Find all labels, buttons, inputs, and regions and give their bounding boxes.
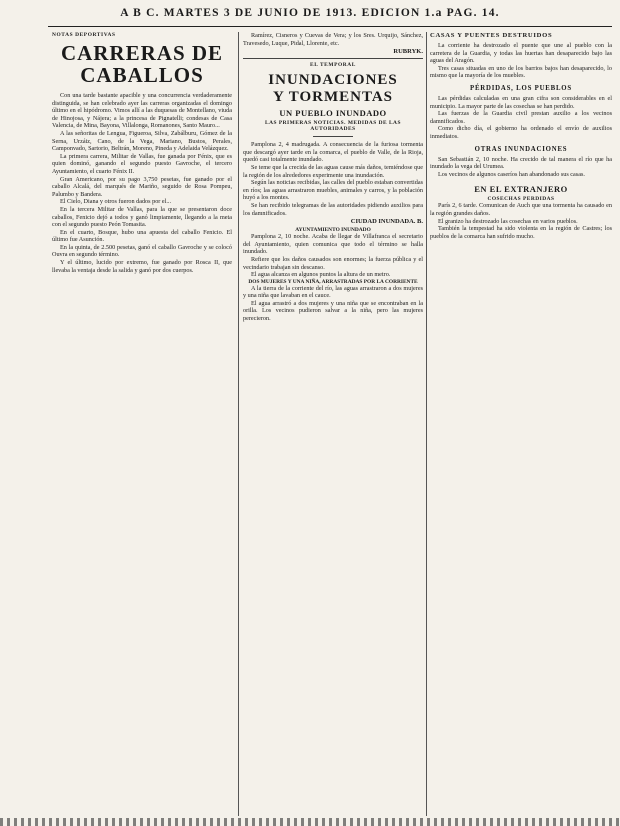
paragraph: San Sebastián 2, 10 noche. Ha crecido de tal manera el río que ha inundado la vega del Urumea. bbox=[430, 155, 612, 171]
column-divider bbox=[238, 32, 239, 816]
section-heading: AYUNTAMIENTO INUNDADO bbox=[295, 227, 371, 234]
short-rule bbox=[313, 136, 353, 137]
paragraph: Con una tarde bastante apacible y una concurrencia verdaderamente distinguida, se han celebrado ayer las carreras organizadas el domingo último en el hipódromo. Vimos allí a las duquesas de Montellano, viuda de Hinojosa, y Nájera; a la princesa de Pignatelli; condesas de Casa Valencia, de Mina, Bayona, Villalonga, Romanones, Santo Mauro... bbox=[52, 92, 232, 130]
paragraph: Los vecinos de algunos caseríos han abandonado sus casas. bbox=[438, 170, 585, 178]
section-heading: DOS MUJERES Y UNA NIÑA, ARRASTRADAS POR LA CORRIENTE bbox=[248, 278, 418, 285]
section-heading: PÉRDIDAS, LOS PUEBLOS bbox=[470, 84, 572, 92]
section-heading: CASAS Y PUENTES DESTRUIDOS bbox=[430, 32, 553, 39]
headline-carreras: CARRERAS DE CABALLOS bbox=[60, 41, 224, 87]
deck: LAS PRIMERAS NOTICIAS. MEDIDAS DE LAS AUTORIDADES bbox=[265, 120, 401, 133]
column-1 bbox=[52, 32, 232, 816]
paragraph: Según las noticias recibidas, las calles del pueblo estaban convertidas en ríos; las aguas arrastraron muebles, animales y carros, y la población huyó a los montes. bbox=[243, 179, 423, 202]
section-heading: OTRAS INUNDACIONES bbox=[474, 145, 568, 153]
paragraph: El granizo ha destrozado las cosechas en varios pueblos. bbox=[438, 217, 578, 225]
paragraph: A las señoritas de Lengua, Figueroa, Silva, Zabálburu, Gómez de la Serna, Urzáiz, Cano, de la Vega, Mariano, Bustos, Perales, Camponvado, Sartorio, Beltrán, Moreno, Pineda y Adelaida Velázquez. bbox=[52, 129, 232, 153]
paragraph: Se teme que la crecida de las aguas cause más daños, temiéndose que la región de los alrededores experimente una inundación. bbox=[243, 163, 423, 179]
paragraph: Gran Americano, por su pago 3,750 pesetas, fue ganado por el caballo Alcalá, del marqués de Mariño, seguido de Rosa Pompeu, Palumbo y Bandera. bbox=[52, 175, 232, 198]
paragraph: También la tempestad ha sido violenta en la región de Castres; los pueblos de la comarca han sufrido mucho. bbox=[430, 225, 612, 240]
paragraph: Refiere que los daños causados son enormes; la fuerza pública y el vecindario trabajan sin descanso. bbox=[243, 255, 423, 271]
paragraph: Como dicho día, el gobierno ha ordenado el envío de auxilios inmediatos. bbox=[430, 125, 612, 140]
bottom-edge bbox=[0, 818, 620, 826]
subheadline: UN PUEBLO INUNDADO bbox=[279, 108, 387, 119]
paragraph: En la quinta, de 2.500 pesetas, ganó el caballo Gavroche y se colocó Ouvra en segundo término. bbox=[52, 243, 232, 259]
paragraph: Se han recibido telegramas de las autoridades pidiendo auxilios para los damnificados. bbox=[243, 201, 423, 217]
paragraph: En la tercera Militar de Vallas, para la que se presentaron doce caballos, Fenicio dejó a todos y ganó limpiamente, llegando a la meta con el segundo puesto Peón Tomasita. bbox=[52, 205, 232, 229]
paragraph: El agua arrastró a dos mujeres y una niña que se encontraban en la orilla. Los vecinos pudieron salvar a la niña, pero las mujeres perecieron. bbox=[243, 299, 423, 323]
paragraph: En el cuarto, Bosque, hubo una apuesta del caballo Fenicio. El último fue Asunción. bbox=[52, 228, 232, 244]
header-rule bbox=[48, 26, 612, 27]
paragraph: Ramírez, Cisneros y Cuevas de Vera; y los Sres. Urquijo, Sánchez, Travesedo, Luque, Pidal, Llorente, etc. bbox=[243, 32, 423, 47]
column-3 bbox=[430, 32, 612, 816]
headline-inundaciones: INUNDACIONES bbox=[268, 72, 398, 89]
paragraph: Pamplona 2, 4 madrugada. A consecuencia de la furiosa tormenta que descargó ayer tarde en la comarca, el pueblo de Valle, de la Rioja, quedó casi totalmente inundado. bbox=[243, 141, 423, 164]
paragraph: El Cielo, Diana y otros fueron dados por el... bbox=[60, 198, 172, 206]
paragraph: Y el último, lucido por extremo, fue ganado por Rosca II, que llevaba la ventaja desde la salida y ganó por dos cuerpos. bbox=[52, 259, 232, 274]
paragraph: Tres casas situadas en uno de los barrios bajos han desaparecido, lo mismo que la mayoría de los muebles. bbox=[430, 64, 612, 80]
deck: COSECHAS PERDIDAS bbox=[487, 196, 555, 203]
section-heading-extranjero: EN EL EXTRANJERO bbox=[474, 184, 568, 195]
paragraph: París 2, 6 tarde. Comunican de Auch que una tormenta ha causado en la región grandes daños. bbox=[430, 202, 612, 217]
dateline: CIUDAD INUNDADA. B. bbox=[350, 218, 423, 226]
paragraph: La corriente ha destrozado el puente que une al pueblo con la carretera de la Guardia, y todas las huertas han desaparecido bajo las aguas del Aragón. bbox=[430, 42, 612, 65]
page-header: A B C. MARTES 3 DE JUNIO DE 1913. EDICION 1.a PAG. 14. bbox=[120, 7, 500, 19]
paragraph: El agua alcanza en algunos puntos la altura de un metro. bbox=[251, 271, 391, 279]
paragraph: Las pérdidas calculadas en una gran cifra son considerables en el municipio. La mayor parte de las cosechas se han perdido. bbox=[430, 94, 612, 110]
column-divider bbox=[426, 32, 427, 816]
divider bbox=[243, 58, 423, 59]
paragraph: A la tierra de la corriente del río, las aguas arrastraron a dos mujeres y una niña que lavaban en el cauce. bbox=[243, 284, 423, 300]
paragraph: Las fuerzas de la Guardia civil prestan auxilio a los vecinos damnificados. bbox=[430, 110, 612, 125]
paragraph: La primera carrera, Militar de Vallas, fue ganada por Fénix, que es quien dominó, ganando el segundo puesto Gavroche, el tercero Ayuntamiento, el cuarto Fénix II. bbox=[52, 152, 232, 175]
paragraph: Pamplona 2, 10 noche. Acaba de llegar de Villafranca el secretario del Ayuntamiento, quien comunica que todo el término se halla inundado. bbox=[243, 233, 423, 256]
signature: RUBRYK. bbox=[393, 48, 423, 56]
column-2 bbox=[243, 32, 423, 816]
headline-tormentas: Y TORMENTAS bbox=[272, 89, 394, 106]
kicker: NOTAS DEPORTIVAS bbox=[52, 32, 116, 38]
kicker: EL TEMPORAL bbox=[310, 62, 356, 69]
